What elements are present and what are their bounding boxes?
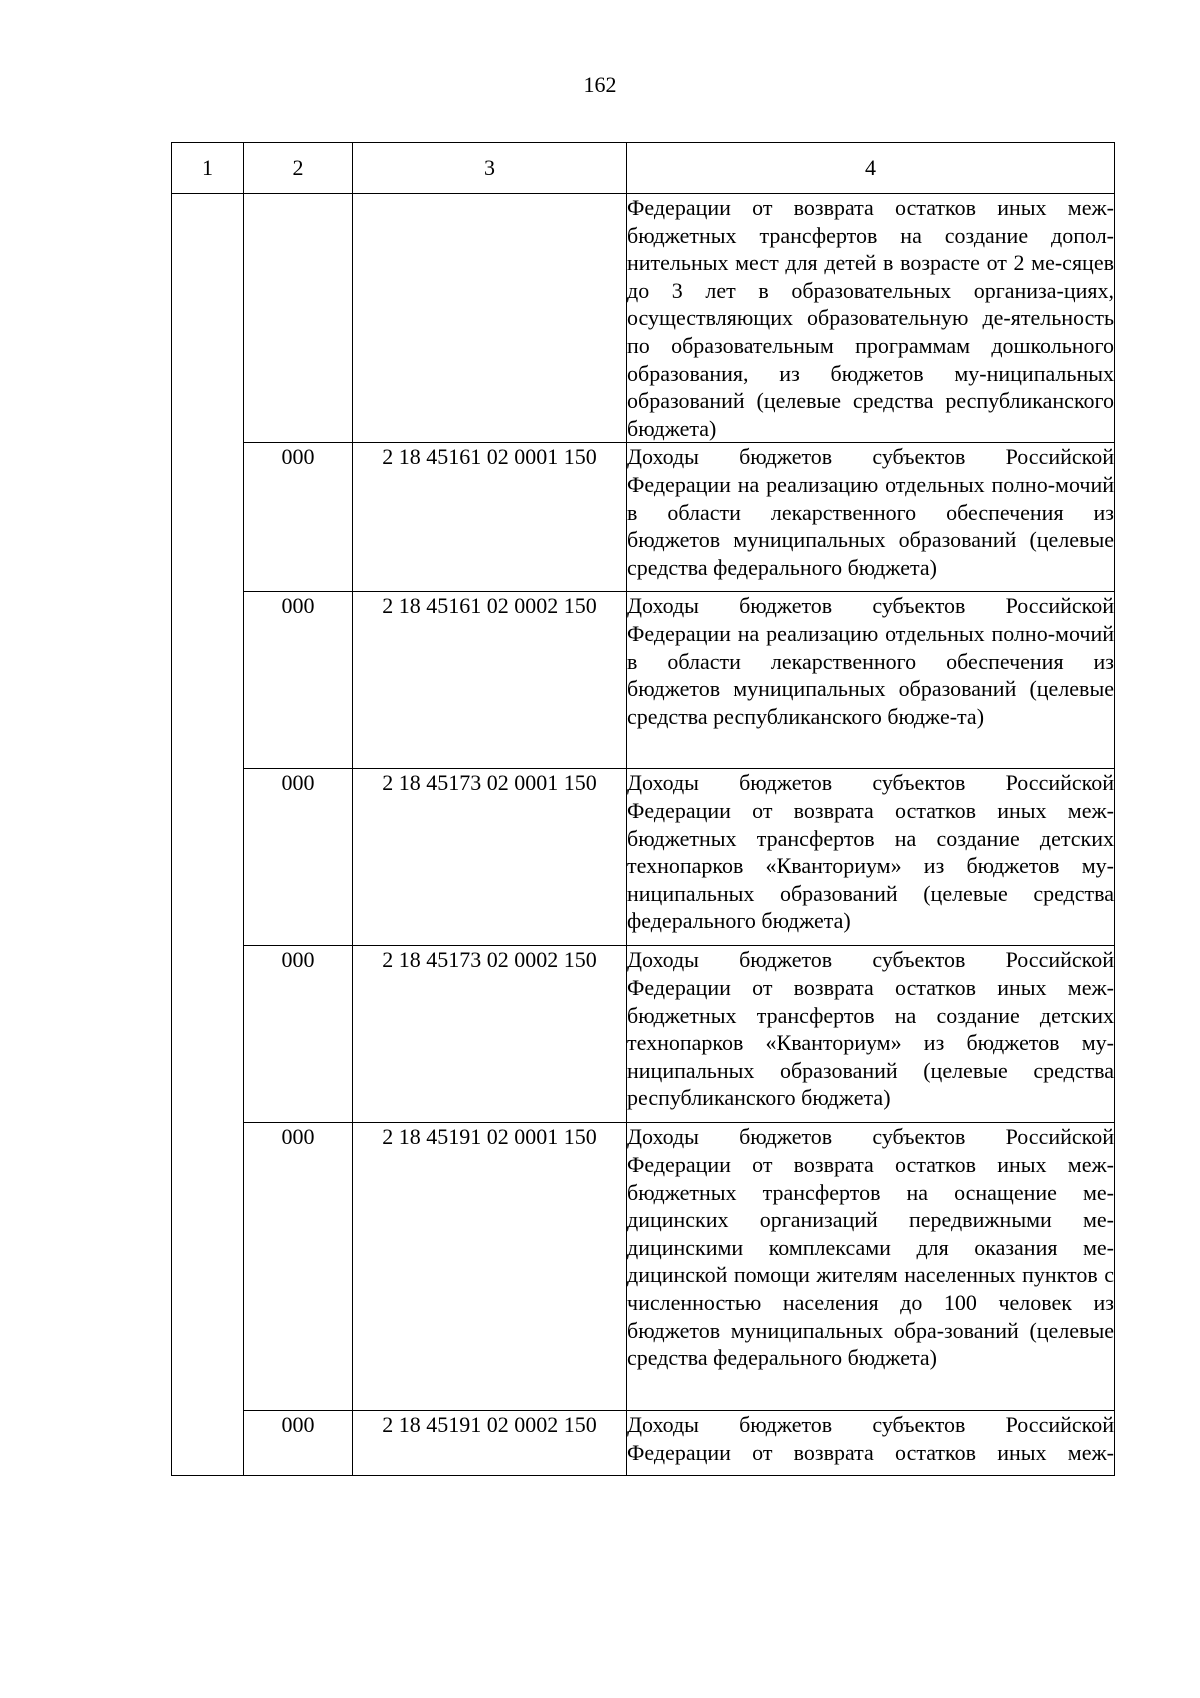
budget-code-cell: 2 18 45191 02 0002 150 bbox=[353, 1411, 627, 1476]
budget-code-cell: 2 18 45173 02 0001 150 bbox=[353, 769, 627, 946]
budget-code-cell: 2 18 45161 02 0002 150 bbox=[353, 592, 627, 769]
header-col-3: 3 bbox=[353, 143, 627, 194]
empty-column-1 bbox=[172, 194, 244, 1476]
header-col-2: 2 bbox=[244, 143, 353, 194]
table-row bbox=[172, 1411, 1115, 1476]
description-cell: Доходы бюджетов субъектов Российской Федерации от возврата остатков иных меж-бюджетных трансфертов на создание детских технопарков «Кванториум» из бюджетов му-ниципальных образований (целевые средства республиканского бюджета) bbox=[627, 946, 1115, 1123]
budget-code-cell: 2 18 45173 02 0002 150 bbox=[353, 946, 627, 1123]
page-number: 162 bbox=[583, 72, 617, 97]
budget-code-cell: 2 18 45191 02 0001 150 bbox=[353, 1123, 627, 1411]
admin-code-cell: 000 bbox=[244, 1411, 353, 1476]
table-row bbox=[172, 769, 1115, 946]
description-cell: Доходы бюджетов субъектов Российской Федерации от возврата остатков иных меж- bbox=[627, 1411, 1115, 1476]
table-row-continuation bbox=[172, 194, 1115, 443]
admin-code-cell bbox=[244, 194, 353, 443]
header-col-1: 1 bbox=[172, 143, 244, 194]
budget-code-cell bbox=[353, 194, 627, 443]
header-col-4: 4 bbox=[627, 143, 1115, 194]
table-row bbox=[172, 1123, 1115, 1411]
admin-code-cell: 000 bbox=[244, 769, 353, 946]
description-cell: Доходы бюджетов субъектов Российской Федерации от возврата остатков иных меж-бюджетных трансфертов на создание детских технопарков «Кванториум» из бюджетов му-ниципальных образований (целевые средства федерального бюджета) bbox=[627, 769, 1115, 946]
description-cell: Доходы бюджетов субъектов Российской Федерации от возврата остатков иных меж-бюджетных трансфертов на оснащение ме-дицинских организаций передвижными ме-дицинскими комплексами для оказания ме-дицинской помощи жителям населенных пунктов с численностью населения до 100 человек из бюджетов муниципальных обра-зований (целевые средства федерального бюджета) bbox=[627, 1123, 1115, 1411]
admin-code-cell: 000 bbox=[244, 443, 353, 592]
description-cell: Федерации от возврата остатков иных меж-бюджетных трансфертов на создание допол-нительных мест для детей в возрасте от 2 ме-сяцев до 3 лет в образовательных организа-циях, осуществляющих образовательную де-ятельность по образовательным программам дошкольного образования, из бюджетов му-ниципальных образований (целевые средства республиканского бюджета) bbox=[627, 194, 1115, 443]
description-cell: Доходы бюджетов субъектов Российской Федерации на реализацию отдельных полно-мочий в области лекарственного обеспечения из бюджетов муниципальных образований (целевые средства федерального бюджета) bbox=[627, 443, 1115, 592]
budget-code-cell: 2 18 45161 02 0001 150 bbox=[353, 443, 627, 592]
budget-classification-table bbox=[171, 142, 1115, 1476]
table-row bbox=[172, 443, 1115, 592]
table-row bbox=[172, 946, 1115, 1123]
description-cell: Доходы бюджетов субъектов Российской Федерации на реализацию отдельных полно-мочий в области лекарственного обеспечения из бюджетов муниципальных образований (целевые средства республиканского бюдже-та) bbox=[627, 592, 1115, 769]
admin-code-cell: 000 bbox=[244, 1123, 353, 1411]
table-header-row bbox=[172, 143, 1115, 194]
admin-code-cell: 000 bbox=[244, 592, 353, 769]
admin-code-cell: 000 bbox=[244, 946, 353, 1123]
table-row bbox=[172, 592, 1115, 769]
